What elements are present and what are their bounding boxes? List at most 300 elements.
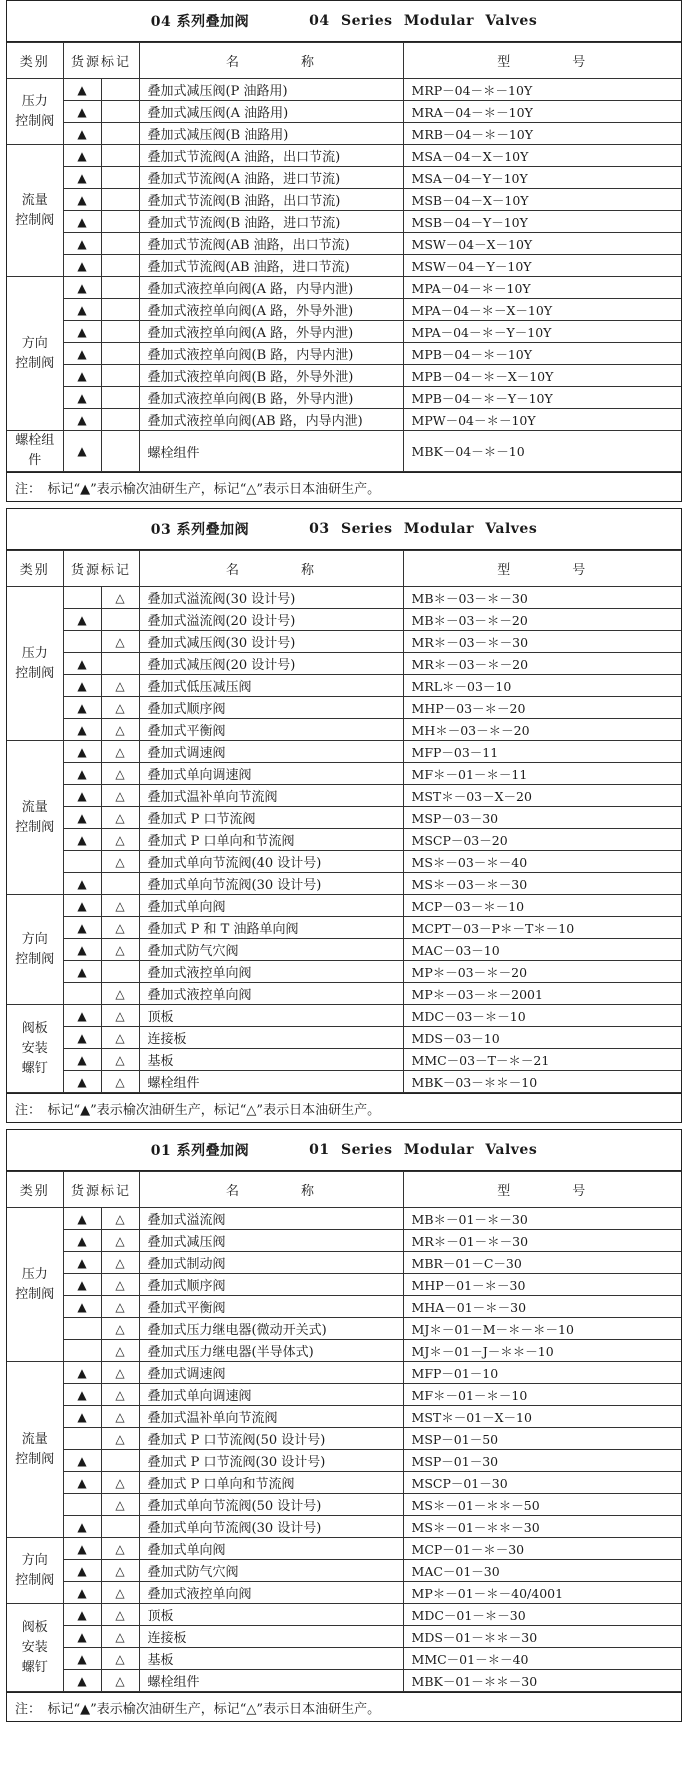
category-label-line: 压力 [21, 645, 48, 661]
source-mark-yuci: ▲ [63, 719, 101, 741]
source-mark-yuci: ▲ [63, 1538, 101, 1560]
product-model: MPB－04－＊－10Y [403, 343, 681, 365]
product-model: MB＊－03－＊－20 [403, 609, 681, 631]
product-name: 叠加式单向节流阀(40 设计号) [139, 851, 403, 873]
source-mark-yuci: ▲ [63, 697, 101, 719]
category-label-line: 流量 [21, 1431, 48, 1447]
table-row [7, 719, 681, 741]
source-mark-japan [101, 79, 139, 101]
product-model: MFP－01－10 [403, 1362, 681, 1384]
source-mark-japan [101, 431, 139, 472]
product-model: MPB－04－＊－X－10Y [403, 365, 681, 387]
header-category: 类别 [7, 1172, 63, 1208]
source-mark-yuci: ▲ [63, 829, 101, 851]
product-model: MSB－04－X－10Y [403, 189, 681, 211]
source-mark-japan [101, 1516, 139, 1538]
source-mark-yuci: ▲ [63, 189, 101, 211]
source-mark-yuci [63, 1428, 101, 1450]
product-model: MSP－01－50 [403, 1428, 681, 1450]
table-row [7, 1560, 681, 1582]
source-mark-yuci: ▲ [63, 1604, 101, 1626]
section-title-cn: 04 系列叠加阀 [150, 14, 250, 30]
source-mark-japan: △ [101, 917, 139, 939]
product-model: MDS－03－10 [403, 1027, 681, 1049]
product-model: MBR－01－C－30 [403, 1252, 681, 1274]
product-model: MFP－03－11 [403, 741, 681, 763]
table-row [7, 123, 681, 145]
product-name: 叠加式平衡阀 [139, 719, 403, 741]
product-name: 叠加式液控单向阀 [139, 983, 403, 1005]
product-model: MB＊－03－＊－30 [403, 587, 681, 609]
product-name: 叠加式温补单向节流阀 [139, 785, 403, 807]
section-title-en: 03 Series Modular Valves [309, 521, 538, 537]
category-cell [7, 79, 63, 145]
product-name: 叠加式节流阀(B 油路，出口节流) [139, 189, 403, 211]
product-name: 叠加式液控单向阀(A 路，外导外泄) [139, 299, 403, 321]
product-name: 叠加式防气穴阀 [139, 1560, 403, 1582]
table-row [7, 1384, 681, 1406]
product-model: MRP－04－＊－10Y [403, 79, 681, 101]
product-name: 叠加式 P 口节流阀(50 设计号) [139, 1428, 403, 1450]
product-name: 基板 [139, 1049, 403, 1071]
product-name: 叠加式减压阀(20 设计号) [139, 653, 403, 675]
source-mark-japan: △ [101, 1071, 139, 1093]
source-mark-yuci: ▲ [63, 675, 101, 697]
product-name: 连接板 [139, 1027, 403, 1049]
source-mark-yuci: ▲ [63, 211, 101, 233]
source-mark-yuci: ▲ [63, 123, 101, 145]
product-name: 叠加式单向阀 [139, 1538, 403, 1560]
source-mark-yuci: ▲ [63, 101, 101, 123]
source-mark-yuci: ▲ [63, 1049, 101, 1071]
source-mark-japan [101, 609, 139, 631]
table-row [7, 167, 681, 189]
category-cell [7, 587, 63, 741]
product-name: 叠加式 P 口单向和节流阀 [139, 829, 403, 851]
source-mark-japan [101, 343, 139, 365]
product-model: MB＊－01－＊－30 [403, 1208, 681, 1230]
table-row [7, 211, 681, 233]
product-model: MP＊－03－＊－20 [403, 961, 681, 983]
table-row [7, 631, 681, 653]
category-label-line: 阀板 [21, 1619, 48, 1635]
valve-table [7, 550, 681, 1093]
source-mark-japan: △ [101, 1604, 139, 1626]
source-mark-japan [101, 321, 139, 343]
table-header-row [7, 551, 681, 587]
source-mark-japan [101, 653, 139, 675]
product-model: MRL＊－03－10 [403, 675, 681, 697]
product-model: MMC－03－T－＊－21 [403, 1049, 681, 1071]
source-mark-japan: △ [101, 1670, 139, 1692]
table-row [7, 343, 681, 365]
table-row [7, 79, 681, 101]
product-model: MPB－04－＊－Y－10Y [403, 387, 681, 409]
product-model: MP＊－03－＊－2001 [403, 983, 681, 1005]
table-row [7, 1626, 681, 1648]
source-mark-yuci: ▲ [63, 409, 101, 431]
product-model: MPA－04－＊－X－10Y [403, 299, 681, 321]
product-name: 叠加式液控单向阀(B 路，内导内泄) [139, 343, 403, 365]
table-row [7, 939, 681, 961]
table-row [7, 1340, 681, 1362]
product-model: MST＊－01－X－10 [403, 1406, 681, 1428]
product-name: 叠加式节流阀(AB 油路，进口节流) [139, 255, 403, 277]
table-row [7, 1362, 681, 1384]
source-mark-yuci: ▲ [63, 145, 101, 167]
source-mark-yuci: ▲ [63, 431, 101, 472]
source-mark-japan: △ [101, 1049, 139, 1071]
source-mark-japan: △ [101, 1340, 139, 1362]
product-model: MDC－01－＊－30 [403, 1604, 681, 1626]
category-label-line: 阀板 [21, 1020, 48, 1036]
product-name: 连接板 [139, 1626, 403, 1648]
product-name: 叠加式 P 口节流阀(30 设计号) [139, 1450, 403, 1472]
product-name: 螺栓组件 [139, 1670, 403, 1692]
source-mark-yuci: ▲ [63, 873, 101, 895]
header-category: 类别 [7, 551, 63, 587]
source-mark-yuci: ▲ [63, 1252, 101, 1274]
table-row [7, 587, 681, 609]
product-model: MDS－01－＊＊－30 [403, 1626, 681, 1648]
table-row [7, 1230, 681, 1252]
source-mark-japan [101, 145, 139, 167]
source-mark-japan: △ [101, 983, 139, 1005]
product-model: MCP－03－＊－10 [403, 895, 681, 917]
series-section [6, 508, 682, 1123]
source-mark-japan: △ [101, 741, 139, 763]
table-header-row [7, 1172, 681, 1208]
table-row [7, 741, 681, 763]
product-model: MPW－04－＊－10Y [403, 409, 681, 431]
product-name: 叠加式压力继电器(微动开关式) [139, 1318, 403, 1340]
product-name: 叠加式液控单向阀(A 路，内导内泄) [139, 277, 403, 299]
product-name: 叠加式单向阀 [139, 895, 403, 917]
valve-table [7, 42, 681, 472]
product-name: 叠加式减压阀(A 油路用) [139, 101, 403, 123]
source-mark-japan [101, 167, 139, 189]
source-mark-japan: △ [101, 1384, 139, 1406]
source-mark-yuci: ▲ [63, 1472, 101, 1494]
section-title [7, 1, 681, 42]
product-name: 叠加式温补单向节流阀 [139, 1406, 403, 1428]
category-cell [7, 741, 63, 895]
source-mark-japan: △ [101, 1208, 139, 1230]
source-mark-yuci: ▲ [63, 1005, 101, 1027]
source-mark-japan: △ [101, 1582, 139, 1604]
category-label-line: 方向 [21, 335, 48, 351]
category-cell [7, 431, 63, 472]
table-row [7, 1005, 681, 1027]
category-label-line: 压力 [21, 93, 48, 109]
header-category: 类别 [7, 43, 63, 79]
source-mark-yuci: ▲ [63, 1450, 101, 1472]
product-name: 叠加式制动阀 [139, 1252, 403, 1274]
header-model: 型 号 [403, 43, 681, 79]
source-mark-japan [101, 255, 139, 277]
category-label-line: 方向 [21, 931, 48, 947]
source-mark-japan: △ [101, 1560, 139, 1582]
table-row [7, 321, 681, 343]
category-cell [7, 1208, 63, 1362]
source-mark-yuci: ▲ [63, 277, 101, 299]
category-label-line: 流量 [21, 799, 48, 815]
table-row [7, 387, 681, 409]
source-mark-japan [101, 387, 139, 409]
section-title-en: 01 Series Modular Valves [309, 1142, 538, 1158]
product-name: 叠加式减压阀 [139, 1230, 403, 1252]
source-mark-japan: △ [101, 785, 139, 807]
table-row [7, 609, 681, 631]
product-model: MBK－01－＊＊－30 [403, 1670, 681, 1692]
product-name: 叠加式减压阀(P 油路用) [139, 79, 403, 101]
product-model: MJ＊－01－J－＊＊－10 [403, 1340, 681, 1362]
source-mark-yuci: ▲ [63, 653, 101, 675]
source-mark-yuci [63, 983, 101, 1005]
source-mark-yuci [63, 1494, 101, 1516]
product-model: MP＊－01－＊－40/4001 [403, 1582, 681, 1604]
category-label-line: 流量 [21, 192, 48, 208]
source-mark-japan: △ [101, 895, 139, 917]
table-row [7, 1516, 681, 1538]
source-mark-yuci: ▲ [63, 1027, 101, 1049]
source-mark-yuci: ▲ [63, 365, 101, 387]
product-name: 叠加式溢流阀(20 设计号) [139, 609, 403, 631]
source-mark-japan: △ [101, 829, 139, 851]
product-model: MPA－04－＊－Y－10Y [403, 321, 681, 343]
source-mark-yuci: ▲ [63, 299, 101, 321]
product-name: 叠加式单向节流阀(30 设计号) [139, 873, 403, 895]
product-name: 叠加式液控单向阀(AB 路，内导内泄) [139, 409, 403, 431]
source-mark-yuci: ▲ [63, 255, 101, 277]
source-mark-yuci: ▲ [63, 807, 101, 829]
source-mark-yuci: ▲ [63, 387, 101, 409]
source-mark-japan: △ [101, 807, 139, 829]
product-model: MS＊－03－＊－30 [403, 873, 681, 895]
category-label-line: 控制阀 [15, 819, 55, 835]
table-row [7, 431, 681, 472]
product-name: 叠加式减压阀(B 油路用) [139, 123, 403, 145]
table-header-row [7, 43, 681, 79]
product-model: MSP－03－30 [403, 807, 681, 829]
table-row [7, 961, 681, 983]
source-mark-japan: △ [101, 587, 139, 609]
product-model: MSA－04－Y－10Y [403, 167, 681, 189]
table-row [7, 1296, 681, 1318]
source-mark-yuci: ▲ [63, 1362, 101, 1384]
table-row [7, 409, 681, 431]
table-row [7, 145, 681, 167]
category-cell [7, 1005, 63, 1093]
product-model: MDC－03－＊－10 [403, 1005, 681, 1027]
product-name: 基板 [139, 1648, 403, 1670]
category-cell [7, 1538, 63, 1604]
source-mark-japan: △ [101, 675, 139, 697]
product-name: 叠加式溢流阀(30 设计号) [139, 587, 403, 609]
category-cell [7, 895, 63, 1005]
product-model: MJ＊－01－M－＊－＊－10 [403, 1318, 681, 1340]
section-title [7, 509, 681, 550]
product-model: MSCP－01－30 [403, 1472, 681, 1494]
category-cell [7, 145, 63, 277]
product-model: MR＊－01－＊－30 [403, 1230, 681, 1252]
header-source: 货源标记 [63, 43, 139, 79]
product-name: 叠加式调速阀 [139, 741, 403, 763]
header-name: 名 称 [139, 551, 403, 587]
product-model: MPA－04－＊－10Y [403, 277, 681, 299]
source-mark-yuci: ▲ [63, 1274, 101, 1296]
section-note: 注： 标记“▲”表示榆次油研生产，标记“△”表示日本油研生产。 [7, 1692, 681, 1721]
product-name: 螺栓组件 [139, 431, 403, 472]
series-section [6, 1129, 682, 1722]
source-mark-japan [101, 101, 139, 123]
category-label-line: 控制阀 [15, 1572, 55, 1588]
header-source: 货源标记 [63, 551, 139, 587]
source-mark-japan [101, 211, 139, 233]
source-mark-japan: △ [101, 1027, 139, 1049]
source-mark-japan: △ [101, 1626, 139, 1648]
source-mark-japan: △ [101, 939, 139, 961]
category-label-line: 控制阀 [15, 1286, 55, 1302]
category-label-line: 螺钉 [21, 1060, 48, 1076]
product-name: 叠加式液控单向阀 [139, 1582, 403, 1604]
product-model: MST＊－03－X－20 [403, 785, 681, 807]
product-model: MBK－03－＊＊－10 [403, 1071, 681, 1093]
source-mark-japan [101, 277, 139, 299]
product-model: MHA－01－＊－30 [403, 1296, 681, 1318]
product-model: MS＊－03－＊－40 [403, 851, 681, 873]
table-row [7, 763, 681, 785]
source-mark-japan: △ [101, 1230, 139, 1252]
source-mark-yuci: ▲ [63, 79, 101, 101]
source-mark-japan [101, 961, 139, 983]
table-row [7, 1472, 681, 1494]
table-row [7, 1049, 681, 1071]
product-name: 叠加式低压减压阀 [139, 675, 403, 697]
source-mark-japan [101, 873, 139, 895]
product-model: MSA－04－X－10Y [403, 145, 681, 167]
table-row [7, 675, 681, 697]
header-model: 型 号 [403, 551, 681, 587]
product-name: 叠加式顺序阀 [139, 1274, 403, 1296]
product-name: 叠加式液控单向阀(A 路，外导内泄) [139, 321, 403, 343]
product-name: 叠加式单向调速阀 [139, 1384, 403, 1406]
product-model: MSP－01－30 [403, 1450, 681, 1472]
section-note: 注： 标记“▲”表示榆次油研生产，标记“△”表示日本油研生产。 [7, 472, 681, 501]
source-mark-japan [101, 1450, 139, 1472]
product-name: 顶板 [139, 1604, 403, 1626]
product-name: 叠加式压力继电器(半导体式) [139, 1340, 403, 1362]
product-name: 叠加式液控单向阀 [139, 961, 403, 983]
product-name: 螺栓组件 [139, 1071, 403, 1093]
table-row [7, 829, 681, 851]
source-mark-japan: △ [101, 763, 139, 785]
source-mark-japan [101, 123, 139, 145]
category-label-line: 控制阀 [15, 951, 55, 967]
source-mark-yuci [63, 1318, 101, 1340]
header-name: 名 称 [139, 43, 403, 79]
source-mark-japan: △ [101, 1362, 139, 1384]
category-label-line: 控制阀 [15, 1451, 55, 1467]
section-title [7, 1130, 681, 1171]
table-row [7, 1582, 681, 1604]
product-model: MSCP－03－20 [403, 829, 681, 851]
table-row [7, 101, 681, 123]
product-model: MR＊－03－＊－20 [403, 653, 681, 675]
section-note: 注： 标记“▲”表示榆次油研生产，标记“△”表示日本油研生产。 [7, 1093, 681, 1122]
source-mark-yuci: ▲ [63, 1406, 101, 1428]
product-model: MAC－03－10 [403, 939, 681, 961]
header-model: 型 号 [403, 1172, 681, 1208]
product-name: 叠加式节流阀(B 油路，进口节流) [139, 211, 403, 233]
category-cell [7, 1604, 63, 1692]
product-model: MR＊－03－＊－30 [403, 631, 681, 653]
source-mark-japan: △ [101, 1005, 139, 1027]
header-name: 名 称 [139, 1172, 403, 1208]
table-row [7, 299, 681, 321]
product-name: 叠加式 P 口单向和节流阀 [139, 1472, 403, 1494]
source-mark-yuci: ▲ [63, 233, 101, 255]
valve-table [7, 1171, 681, 1692]
product-name: 叠加式液控单向阀(B 路，外导内泄) [139, 387, 403, 409]
source-mark-yuci: ▲ [63, 1582, 101, 1604]
source-mark-yuci: ▲ [63, 895, 101, 917]
table-row [7, 1648, 681, 1670]
source-mark-yuci: ▲ [63, 1071, 101, 1093]
table-row [7, 1027, 681, 1049]
table-row [7, 255, 681, 277]
product-model: MH＊－03－＊－20 [403, 719, 681, 741]
table-row [7, 697, 681, 719]
section-title-en: 04 Series Modular Valves [309, 13, 538, 29]
source-mark-yuci: ▲ [63, 1670, 101, 1692]
source-mark-japan [101, 365, 139, 387]
table-row [7, 1538, 681, 1560]
product-name: 叠加式单向调速阀 [139, 763, 403, 785]
category-label-line: 螺钉 [21, 1659, 48, 1675]
product-model: MCP－01－＊－30 [403, 1538, 681, 1560]
product-name: 叠加式平衡阀 [139, 1296, 403, 1318]
source-mark-yuci: ▲ [63, 961, 101, 983]
product-model: MHP－03－＊－20 [403, 697, 681, 719]
product-model: MCPT－03－P＊－T＊－10 [403, 917, 681, 939]
category-label-line: 安装 [21, 1040, 48, 1056]
product-name: 叠加式节流阀(A 油路，出口节流) [139, 145, 403, 167]
table-row [7, 1406, 681, 1428]
source-mark-yuci: ▲ [63, 763, 101, 785]
source-mark-japan [101, 409, 139, 431]
source-mark-japan: △ [101, 1494, 139, 1516]
product-model: MF＊－01－＊－11 [403, 763, 681, 785]
product-name: 顶板 [139, 1005, 403, 1027]
source-mark-yuci [63, 851, 101, 873]
table-row [7, 895, 681, 917]
product-model: MSW－04－Y－10Y [403, 255, 681, 277]
source-mark-japan: △ [101, 1274, 139, 1296]
product-name: 叠加式减压阀(30 设计号) [139, 631, 403, 653]
table-row [7, 1428, 681, 1450]
table-row [7, 851, 681, 873]
source-mark-yuci [63, 1340, 101, 1362]
product-name: 叠加式单向节流阀(30 设计号) [139, 1516, 403, 1538]
category-cell [7, 1362, 63, 1538]
table-row [7, 983, 681, 1005]
source-mark-yuci [63, 631, 101, 653]
table-row [7, 785, 681, 807]
source-mark-yuci: ▲ [63, 741, 101, 763]
category-label-line: 控制阀 [15, 355, 55, 371]
section-title-cn: 03 系列叠加阀 [150, 522, 250, 538]
